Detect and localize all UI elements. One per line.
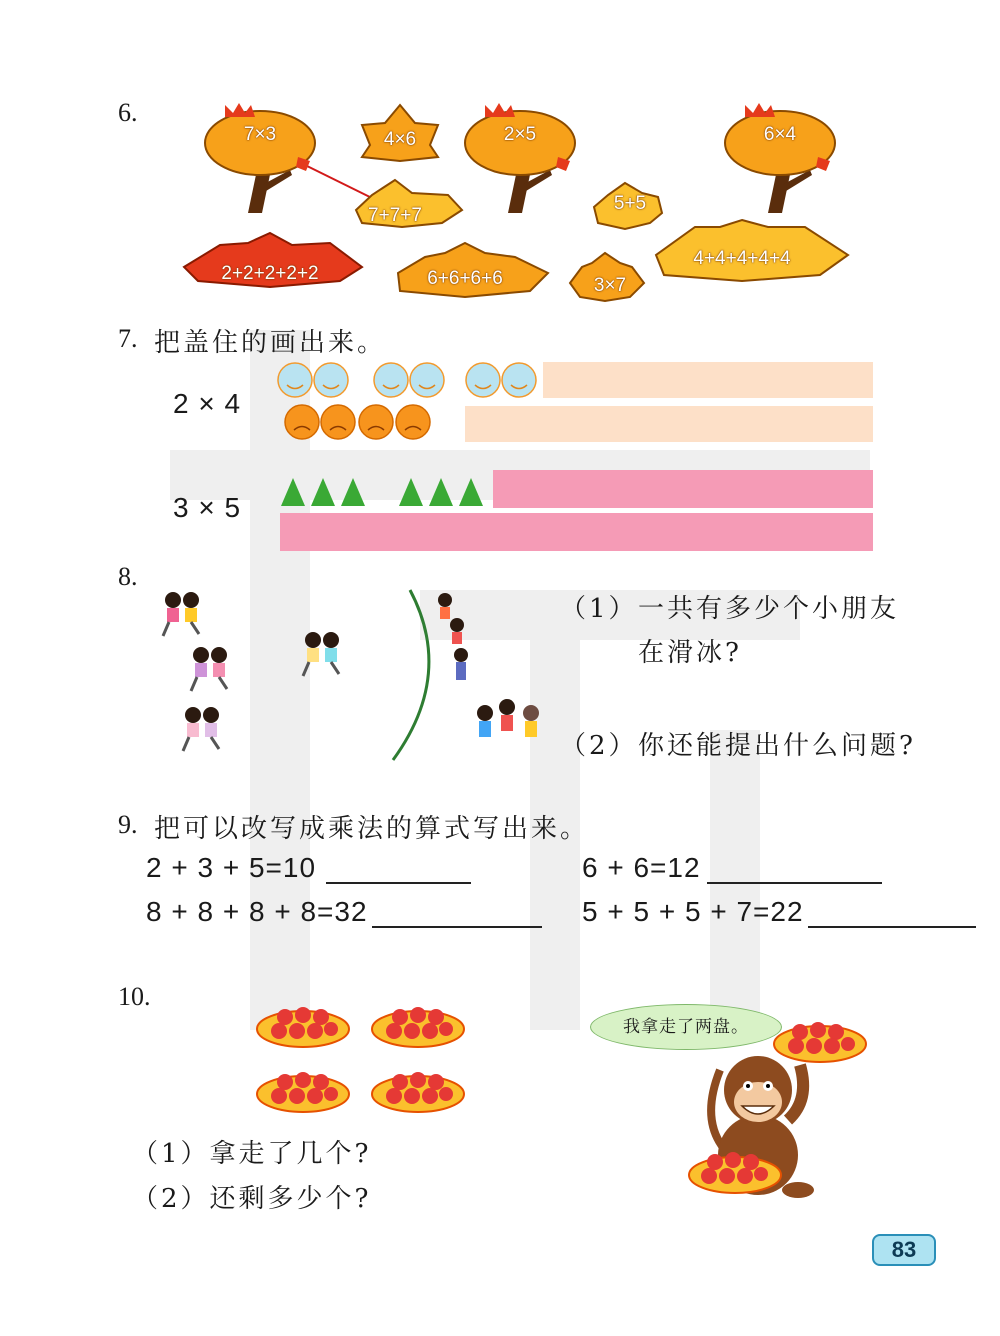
standing-children-icon: [438, 593, 539, 737]
q7-expr-2: 3 × 5: [173, 492, 242, 523]
q10-plates: [255, 995, 480, 1120]
tree-icon: [205, 103, 315, 213]
q6-number: 6.: [118, 98, 138, 127]
q9-equation-4: [582, 896, 976, 928]
page-number: 83: [872, 1234, 936, 1266]
answer-blank[interactable]: [326, 856, 471, 884]
q7-figure: [275, 358, 880, 553]
equation-text: 5 + 5 + 5 + 7=22: [582, 896, 804, 927]
skating-children-icon: [163, 592, 339, 751]
leaf-label: 4×6: [383, 129, 417, 150]
answer-blank[interactable]: [808, 900, 976, 928]
leaf-label: 6+6+6+6: [427, 268, 503, 289]
q8-number: 8.: [118, 562, 138, 591]
cover-strip: [493, 470, 873, 508]
q7-expr-1: 2 × 4: [173, 388, 242, 419]
tomato-plate-icon: [257, 1072, 349, 1112]
leaf-label: 5+5: [613, 193, 647, 214]
cover-strip: [280, 513, 873, 551]
q8-sub2-number: （2）: [560, 731, 638, 761]
smiley-face-icon: [278, 363, 536, 397]
q8-sub1-line1: 一共有多少个小朋友: [638, 594, 900, 624]
q8-sub1-number: （1）: [560, 594, 638, 624]
tomato-plate-icon: [372, 1007, 464, 1047]
leaf-label: 3×7: [593, 275, 627, 296]
triangle-icon: [281, 478, 483, 506]
q9-equation-2: [582, 852, 882, 884]
sad-face-icon: [285, 405, 430, 439]
tree-label: 2×5: [503, 124, 537, 145]
leaf-label: 4+4+4+4+4: [693, 248, 791, 269]
tomato-plate-icon: [372, 1072, 464, 1112]
q8-sub2-text: 你还能提出什么问题?: [638, 731, 916, 761]
equation-text: 2 + 3 + 5=10: [146, 852, 317, 883]
tree-icon: [465, 103, 575, 213]
cover-strip: [465, 406, 873, 442]
answer-blank[interactable]: [372, 900, 542, 928]
tomato-plate-icon: [257, 1007, 349, 1047]
equation-text: 8 + 8 + 8 + 8=32: [146, 896, 368, 927]
q9-equation-1: [146, 852, 471, 884]
monkey-icon: [680, 1010, 880, 1205]
q10-sub1: （1）拿走了几个?: [132, 1139, 372, 1169]
answer-blank[interactable]: [707, 856, 882, 884]
q9-number: 9.: [118, 810, 138, 839]
equation-text: 6 + 6=12: [582, 852, 701, 883]
tree-icon: [725, 103, 835, 213]
q7-number: 7.: [118, 324, 138, 353]
leaf-label: 2+2+2+2+2: [221, 263, 319, 284]
tree-label: 7×3: [243, 124, 277, 145]
q9-instruction: 把可以改写成乘法的算式写出来。: [154, 814, 590, 844]
q8-sub1-line2: 在滑冰?: [638, 638, 742, 668]
q9-equation-3: [146, 896, 542, 928]
q10-sub2: （2）还剩多少个?: [132, 1184, 372, 1214]
q10-number: 10.: [118, 982, 151, 1011]
leaf-label: 7+7+7: [368, 205, 422, 226]
cover-strip: [543, 362, 873, 398]
speech-bubble: 我拿走了两盘。: [590, 1004, 782, 1050]
q7-instruction: 把盖住的画出来。: [154, 328, 387, 358]
q8-illustration: [145, 585, 555, 765]
tree-label: 6×4: [763, 124, 797, 145]
rink-edge: [393, 590, 429, 760]
